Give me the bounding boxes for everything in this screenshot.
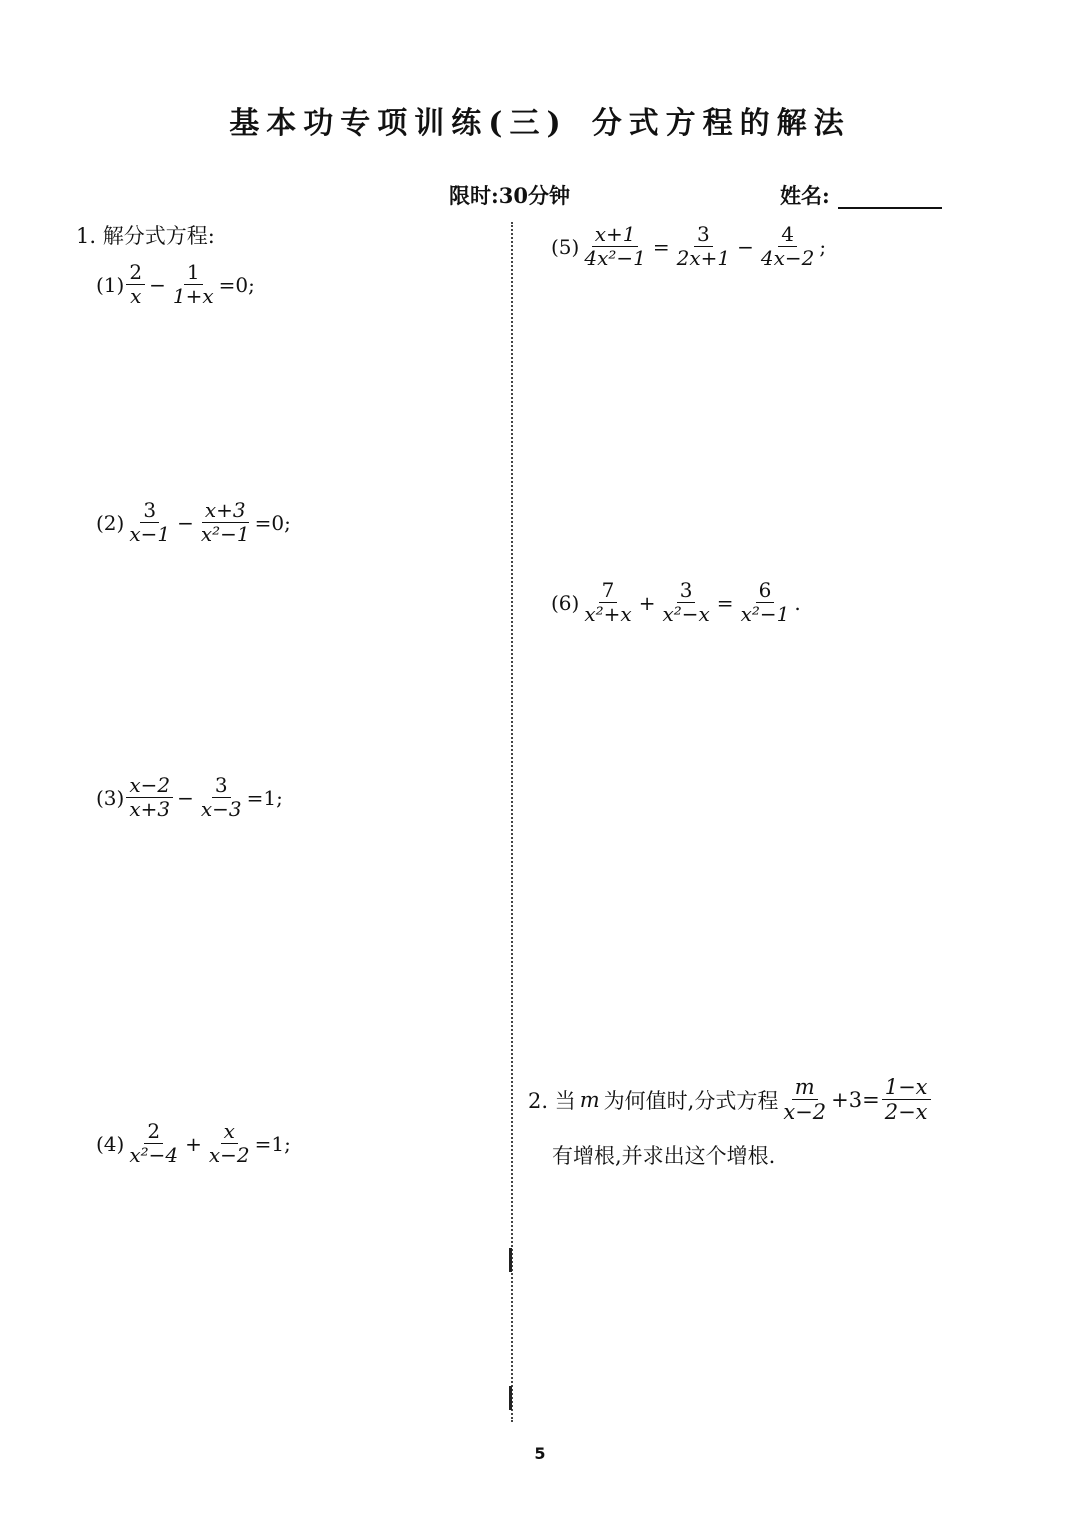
- question-1-intro: 1. 解分式方程:: [76, 224, 215, 248]
- numerator: 3: [677, 580, 696, 603]
- denominator: 4x²−1: [584, 246, 646, 270]
- denominator: x²−x: [662, 602, 710, 626]
- denominator: x−1: [129, 522, 171, 546]
- equation-end: .: [794, 590, 801, 615]
- q2-variable: m: [579, 1087, 600, 1112]
- right-hand-side: =1;: [254, 1131, 291, 1156]
- equation-label: (6): [551, 590, 580, 615]
- denominator: 2x+1: [676, 246, 731, 270]
- fraction: [738, 580, 793, 625]
- fraction: [126, 1121, 181, 1166]
- time-limit: 限时:30分钟: [449, 183, 570, 208]
- operator: −: [177, 510, 194, 535]
- fraction: [758, 224, 818, 269]
- equation-6: [551, 580, 801, 625]
- fraction: [581, 224, 649, 269]
- fraction: [780, 1076, 829, 1123]
- divider-mark: [509, 1248, 512, 1272]
- divider-mark: [509, 1386, 512, 1410]
- column-divider: [511, 222, 513, 1422]
- fraction: [126, 775, 173, 820]
- question-2-line-2: 有增根,并求出这个增根.: [552, 1144, 776, 1168]
- fraction: [206, 1121, 253, 1166]
- fraction: [882, 1076, 931, 1123]
- question-2: [528, 1076, 933, 1123]
- equation-5: [551, 224, 826, 269]
- denominator: x²−4: [129, 1143, 179, 1167]
- q2-lead: 2. 当: [528, 1088, 576, 1113]
- equation-label: (3): [96, 785, 125, 810]
- numerator: 3: [694, 224, 713, 247]
- equation-4: [96, 1121, 291, 1166]
- right-hand-side: =1;: [246, 785, 283, 810]
- denominator: 4x−2: [760, 246, 815, 270]
- denominator: x: [130, 284, 142, 308]
- denominator: x²−1: [200, 522, 250, 546]
- numerator: 7: [599, 580, 618, 603]
- name-label: 姓名:: [780, 183, 830, 208]
- operator: =: [716, 590, 734, 615]
- page-title: [0, 98, 1080, 142]
- denominator: 2−x: [884, 1100, 928, 1125]
- operator: −: [737, 234, 754, 259]
- fraction: [674, 224, 734, 269]
- numerator: 3: [140, 500, 159, 523]
- numerator: x: [221, 1121, 238, 1144]
- equation-label: (1): [96, 272, 125, 297]
- denominator: x−3: [200, 797, 242, 821]
- numerator: m: [792, 1076, 818, 1100]
- fraction: [581, 580, 634, 625]
- numerator: 4: [778, 224, 797, 247]
- fraction: [659, 580, 712, 625]
- numerator: 1: [184, 262, 203, 285]
- operator: =: [652, 234, 670, 259]
- denominator: x²+x: [584, 602, 632, 626]
- numerator: x+1: [592, 224, 639, 247]
- equation-3: [96, 775, 283, 820]
- numerator: 2: [144, 1121, 163, 1144]
- denominator: 1+x: [172, 284, 214, 308]
- operator: +: [638, 590, 656, 615]
- fraction: [198, 500, 253, 545]
- page-number: 5: [534, 1444, 546, 1463]
- numerator: x−2: [126, 775, 173, 798]
- fraction: [198, 775, 245, 820]
- equation-label: (2): [96, 510, 125, 535]
- numerator: 6: [756, 580, 775, 603]
- denominator: x−2: [208, 1143, 250, 1167]
- name-blank-line: [838, 207, 942, 209]
- numerator: x+3: [202, 500, 249, 523]
- numerator: 2: [126, 262, 145, 285]
- operator: +3=: [831, 1087, 880, 1112]
- operator: −: [149, 272, 166, 297]
- right-hand-side: =0;: [218, 272, 255, 297]
- numerator: 1−x: [882, 1076, 931, 1100]
- operator: −: [177, 785, 194, 810]
- title-main: 基本功专项训练(三): [229, 106, 568, 141]
- numerator: 3: [212, 775, 231, 798]
- fraction: [170, 262, 217, 307]
- operator: +: [185, 1131, 202, 1156]
- equation-label: (5): [551, 234, 580, 259]
- denominator: x−2: [783, 1100, 827, 1125]
- title-topic: 分式方程的解法: [591, 106, 851, 141]
- equation-end: ;: [819, 234, 827, 259]
- fraction: [126, 500, 173, 545]
- fraction: [126, 262, 145, 307]
- denominator: x+3: [129, 797, 171, 821]
- equation-2: [96, 500, 291, 545]
- q2-text: 为何值时,分式方程: [603, 1088, 779, 1113]
- equation-1: [96, 262, 255, 307]
- right-hand-side: =0;: [254, 510, 291, 535]
- equation-label: (4): [96, 1131, 125, 1156]
- denominator: x²−1: [740, 602, 790, 626]
